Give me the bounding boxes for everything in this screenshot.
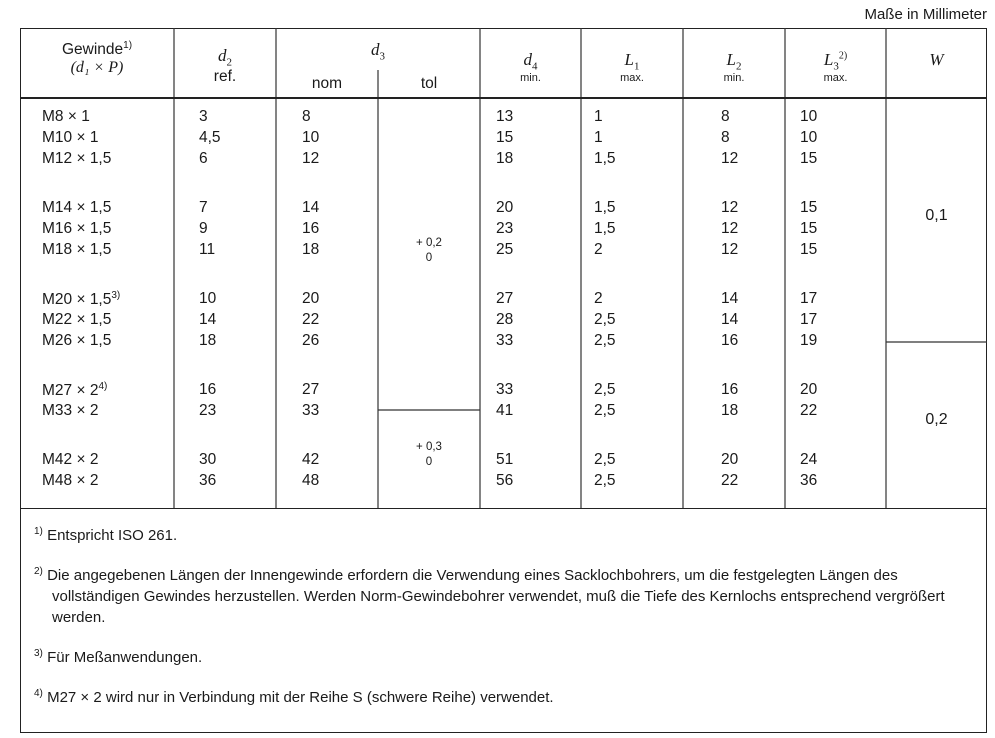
table-cell-L2: 14 — [721, 290, 739, 307]
table-cell-gewinde: M22 × 1,5 — [42, 311, 112, 328]
table-cell-d4: 27 — [496, 290, 514, 307]
table-row — [20, 290, 987, 311]
table-cell-d3: 26 — [302, 332, 320, 349]
table-cell-d4: 20 — [496, 199, 514, 216]
table-cell-d4: 33 — [496, 332, 514, 349]
table-cell-L3: 24 — [800, 451, 818, 468]
table-cell-gewinde: M10 × 1 — [42, 129, 99, 146]
table-header — [20, 28, 987, 98]
table-cell-gewinde: M12 × 1,5 — [42, 150, 112, 167]
table-cell-gewinde: $M27 \times 2^{4)}$ — [42, 381, 108, 400]
header-d2: $d_2$ ref. — [213, 46, 237, 86]
table-cell-L3: 15 — [800, 220, 818, 237]
w-value-a: 0,1 — [925, 207, 948, 224]
table-row — [20, 311, 987, 332]
table-cell-L1: 2 — [594, 290, 603, 307]
tol-value-a: + 0,2 0 — [416, 237, 442, 264]
table-cell-d2: 7 — [199, 199, 208, 216]
table-cell-d4: 28 — [496, 311, 514, 328]
table-cell-d2: 11 — [199, 241, 216, 258]
table-cell-L1: 1,5 — [594, 220, 616, 237]
table-cell-d2: 3 — [199, 108, 208, 125]
footnote: $^{1)}$ Entspricht ISO 261. — [34, 526, 178, 544]
table-cell-L3: 22 — [800, 402, 818, 419]
table-cell-d3: 16 — [302, 220, 320, 237]
table-cell-L2: 12 — [721, 150, 739, 167]
table-row — [20, 451, 987, 472]
table-cell-d2: 23 — [199, 402, 217, 419]
table-row — [20, 472, 987, 493]
footnote: $^{3)}$ Für Meßanwendungen. — [34, 648, 203, 666]
table-cell-L2: 16 — [721, 332, 739, 349]
table-row — [20, 402, 987, 423]
table-row — [20, 241, 987, 262]
table-cell-L2: 18 — [721, 402, 739, 419]
table-cell-d2: 9 — [199, 220, 208, 237]
table-cell-L2: 12 — [721, 199, 739, 216]
table-cell-d2: 16 — [199, 381, 217, 398]
table-cell-L1: 2,5 — [594, 332, 616, 349]
table-cell-d4: 56 — [496, 472, 514, 489]
w-value-b: 0,2 — [925, 411, 948, 428]
table-cell-d3: 48 — [302, 472, 320, 489]
header-d3: $d_3$ — [371, 40, 385, 63]
table-row — [20, 381, 987, 402]
table-cell-d2: 36 — [199, 472, 217, 489]
table-cell-L3: 20 — [800, 381, 818, 398]
header-gewinde: Gewinde$^{1)}$ (d₁ × P) — [61, 40, 133, 77]
table-cell-gewinde: M48 × 2 — [42, 472, 99, 489]
table-cell-L3: 19 — [800, 332, 818, 349]
tol-value-b: + 0,3 0 — [416, 441, 442, 468]
table-cell-L2: 8 — [721, 108, 730, 125]
table-cell-d2: 14 — [199, 311, 217, 328]
header-L3: $L_3^{2)}$ max. — [823, 50, 848, 85]
unit-note: Maße in Millimeter — [864, 6, 987, 23]
table-cell-L1: 1 — [594, 108, 603, 125]
table-cell-d4: 15 — [496, 129, 514, 146]
table-cell-L1: 2,5 — [594, 402, 616, 419]
table-cell-d4: 18 — [496, 150, 514, 167]
table-cell-L1: 1,5 — [594, 199, 616, 216]
table-cell-L2: 20 — [721, 451, 739, 468]
table-cell-d3: 33 — [302, 402, 320, 419]
table-cell-L3: 36 — [800, 472, 818, 489]
table-cell-gewinde: M16 × 1,5 — [42, 220, 112, 237]
table-cell-gewinde: M42 × 2 — [42, 451, 99, 468]
table-row — [20, 199, 987, 220]
header-L1: $L_1$ max. — [620, 50, 644, 85]
table-cell-gewinde: $M20 \times 1,5^{3)}$ — [42, 290, 121, 309]
header-W: W — [929, 50, 944, 69]
table-cell-L3: 17 — [800, 290, 818, 307]
table-cell-L1: 1 — [594, 129, 603, 146]
footnotes — [20, 508, 987, 733]
table-cell-L3: 15 — [800, 199, 818, 216]
table-cell-L2: 12 — [721, 220, 739, 237]
table-row — [20, 332, 987, 353]
table-cell-L3: 15 — [800, 150, 818, 167]
table-cell-L3: 15 — [800, 241, 818, 258]
table-cell-gewinde: M18 × 1,5 — [42, 241, 112, 258]
table-cell-L2: 14 — [721, 311, 739, 328]
table-cell-d2: 10 — [199, 290, 217, 307]
table-cell-d4: 51 — [496, 451, 514, 468]
table-cell-d3: 8 — [302, 108, 311, 125]
table-row — [20, 129, 987, 150]
table-cell-L2: 22 — [721, 472, 739, 489]
table-cell-L3: 17 — [800, 311, 818, 328]
table-cell-gewinde: M8 × 1 — [42, 108, 90, 125]
table-row — [20, 150, 987, 171]
table-cell-d2: 6 — [199, 150, 208, 167]
table-cell-gewinde: M26 × 1,5 — [42, 332, 112, 349]
header-d4: $d_4$ min. — [520, 50, 541, 85]
table-cell-gewinde: M14 × 1,5 — [42, 199, 112, 216]
table-cell-L2: 8 — [721, 129, 730, 146]
table-cell-L2: 12 — [721, 241, 739, 258]
table-cell-L3: 10 — [800, 108, 818, 125]
table-cell-d3: 14 — [302, 199, 320, 216]
table-cell-d3: 27 — [302, 381, 320, 398]
table-cell-d3: 12 — [302, 150, 320, 167]
footnote: $^{2)}$ Die angegebenen Längen der Innengewinde erfordern die Verwendung eines Sacklochbohrers, um die festgelegten Längen des vollständigen Gewindes herzustellen. Werden Norm-Gewindebohrer verwendet, muß die Tiefe des Kernlochs entsprechend vergrößert werden. — [34, 566, 945, 626]
table-cell-d4: 41 — [496, 402, 514, 419]
table-cell-L3: 10 — [800, 129, 818, 146]
table-cell-d2: 4,5 — [199, 129, 221, 146]
table-row — [20, 108, 987, 129]
table-cell-L1: 2,5 — [594, 311, 616, 328]
footnote: $^{4)}$ M27 × 2 wird nur in Verbindung mit der Reihe S (schwere Reihe) verwendet. — [34, 688, 554, 706]
table-cell-d3: 20 — [302, 290, 320, 307]
table-cell-L1: 1,5 — [594, 150, 616, 167]
table-cell-d3: 18 — [302, 241, 320, 258]
header-L2: $L_2$ min. — [723, 50, 745, 85]
table-cell-d3: 22 — [302, 311, 320, 328]
table-cell-L2: 16 — [721, 381, 739, 398]
table-cell-d4: 23 — [496, 220, 514, 237]
table-cell-d4: 13 — [496, 108, 514, 125]
header-d3-tol: tol — [420, 75, 438, 92]
table-cell-L1: 2,5 — [594, 381, 616, 398]
table-cell-d3: 42 — [302, 451, 320, 468]
table-cell-d2: 30 — [199, 451, 217, 468]
table-row — [20, 220, 987, 241]
table-cell-d3: 10 — [302, 129, 320, 146]
table-cell-gewinde: M33 × 2 — [42, 402, 99, 419]
table-cell-d2: 18 — [199, 332, 217, 349]
table-cell-L1: 2,5 — [594, 451, 616, 468]
table-cell-d4: 25 — [496, 241, 514, 258]
table-cell-L1: 2 — [594, 241, 603, 258]
table-cell-d4: 33 — [496, 381, 514, 398]
table-cell-L1: 2,5 — [594, 472, 616, 489]
header-d3-nom: nom — [311, 75, 343, 92]
